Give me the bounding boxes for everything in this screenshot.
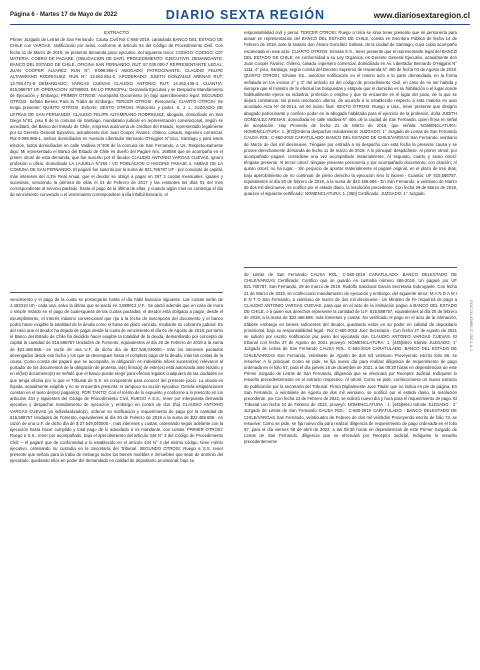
right-top-paragraph: responsabilidad civil y penal. TERCER OTROSI: Ruego a Usía se sirva tener presente que mi personería para actuar en representación del BANCO DEL ESTADO DE CHILE, consta en Escritura Pública de fecha 14 de Febrero de 2019, ante la Notario don Álvaro González Salinas, de la ciudad de Santiago, cuya copia acompaño escaneada en este acto. CUARTO OTROSI: Sírvase S.S., tener presente que el representante legal del BANCO DEL ESTADO DE CHILE, en conformidad a su Ley Orgánica, es Gerente General Ejecutivo, actualmente don Juan Cooper Álvarez, chileno, casado, ingeniero comercial, domiciliado en Av. Libertador Bernardo O'Higgins N° 1111, 4° piso, Santiago, según consta del Decreto Supremo de Hacienda N° 460 de fecha 03 de Agosto de 2018. QUINTO OTROSI: Sírvase SS., autorizar notificación en el mismo acto a la parte demandada, en la forma señalada en los incisos 2° y 3° del artículo 44 del código de procedimiento Civil, en caso de no ser habida y siempre que el ministro de fe efectué las búsquedas y estipule que el domicilio es su habitación o el lugar donde habitualmente ejerce su industria, profesión o empleo y que se encuentre en el lugar del juicio, de lo que se dejara constancia, sin previa resolución ulterior, de acuerdo a lo establecido respecto a esta materia en auto acordado Acta Nº 44-2014, art 60 inciso final. SEXTO OTROSI: Ruego a Usa., tener presente que designo abogado patrocinante y confiero poder en la abogada habilitada para el ejercicio de la profesión, doña JUDITH GONZALEZ ARENAS, domiciliada en calle Valdivia N° 406, de la ciudad de San Fernando, quien firma en señal de aceptación. Hay Proveído de fecha 21 de Marzo de 2019, que señala: NOMENCLATURA: NOMENCLATURA: 1. [872]Ordena despachar mandamiento JUZGADO: 1° Juzgado de Letras de San Fernando CAUSA ROL: C-560-2019 CARATULADO: BANCO DEL ESTADO DE CHILE/VARGAS San Fernando, veintiuno de Marzo de dos mil diecinueve. Téngase por entrada a mi despacho con esta fecha la presente causa y se provee derechamente demanda de fecha 11 de marzo de 2019: A lo principal: despáchese. Al primer otrosí: por acompañado pagaré, custódiese una vez acompañado materialmente; Al segundo, cuarto y sexto otrosí: téngase presente; Al tercer otrosí: téngase presente personería y por acompañado documento, con citación; Al quinto otrosí: no ha lugar. - Sin perjuicio de aportar materialmente el pagaré original, en el plazo de tres días, bajo apercibimiento de no continuar de pleno derecho la ejecución sino lo hiciere.- Cuantía: UF 815,588757, equivalentes al día 20 de febrero de 2019, a la suma de $22.468.686.- En San Fernando, a veintiuno de Marzo de dos mil diecinueve, se notificó por el estado diario, la resolución precedente. Con fecha 29 de Marzo de 2019, quarece el siguiente certificado: NOMENCLATURA: 1. [360] Certificado. JUZGADO: 1° Juzgado — [244, 30, 457, 197]
side-vertical-code — [468, 300, 476, 640]
left-bottom-paragraph: vencimiento y el pago de la cuota se postergarán hasta el día hábil bancario siguiente. Las cuotas serán de 4,463310 UF.- cada una, salvo la última que se pactó en 3,988912 U.F.- Se pactó además que en caso de mora o simple retardo en el pago de cualesquiera de las cuotas pactadas, el deudor está obligado a pagar, desde el incumplimiento, el interés máximo convencional que rija a la fecha de suscripción del documento y el banco podrá hacer exigible la totalidad de la deuda como si fuese de plazo vencido, mediante su cobranza judicial. Es del caso que el deudor ha dejado de pagar desde la cuota de vencimiento el día 01 de Agosto de 2018, por tanto el Banco del Estado de Chile ha decidido hacer exigible la totalidad de la deuda, demandando por concepto de capital la cantidad de 815,588757 Unidades de Fomento, equivalentes al día 20 de Febrero de 2019 a la suma de $22.468.686.- en razón de una U.F. de dicho día de $27.549,040000.- más los intereses pactados devengados desde esa fecha y los que se devenguen hasta el completo pago de la deuda, más las costas de la causa. Como consta del pagaré que se acompaña, la obligación es indivisible a/loss sucesor(es) relevaron al portador de los documentos de la obligación de protesto, la(s) firma(s) de este(os) está autorizada ante Notario y en el(los) documento(s) se señaló que el banco puede elegir para efectos legales cualquiera de las ciudades en que tenga oficina por lo que el Tribunal de S.S. es competente para conocer del presente juicio. La deuda es líquida, actualmente exigible y no se encuentra prescrita, ni tampoco su acción ejecutiva. Demás estipulaciones constan en el texto del(os) pagaré(s). POR TANTO; Con el mérito de lo expuesto y conforme a lo prescrito en los artículos 434 y siguientes del Código de Procedimiento Civil, RUEGO A S.S., tener por interpuesta demanda ejecutiva y despachar mandamiento de ejecución y embargo en contra de don (ña) CLAUDIO ANTONIO VARGAS CUEVAS ya individualizado(s), ordenar su notificación y requerimiento de pago por la cantidad de 815,588757 Unidades de Fomento, equivalentes al día 20 de Febrero de 2019 a la suma de $22.468.686.- en razón de una U.F. de dicho día de $ 27.549,040000.-, más intereses y costas, ordenando seguir adelante con la ejecución hasta hacer cumplido y total pago de lo adeudado a mi mandante, con costas. PRIMER OTROSI: Ruego a S.S., tener por acompañado, bajo el apercibimiento del artículo 346 N° 3 del Código de Procedimiento Civil: – el pagaré que de conformidad a lo establecido en el artículo 434 N° 4 del mismo código, tiene mérito ejecutivo, ordenando su custodia en la Secretaría del Tribunal. SEGUNDO OTROSI: Ruego a S.S. tener presente que señalo para la traba de embargo todos los bienes muebles e inmuebles que sean de dominio del ejecutado, quedando ellos en poder del demandado en calidad de depositario provisional, bajo su — [10, 297, 223, 464]
website-link[interactable]: www.diariosextaregion.cl — [373, 10, 470, 20]
extracto-paragraph: Primer Juzgado de Letras de San Fernando. Causa Civil Rol C-560-2019, caratulada BANCO DEL ESTADO DE CHILE con VARGAS. Notificación por aviso, conforme al artículo 54 del Código de Procedimiento Civil. Con fecha 11 de Marzo de 2019, se presentó demanda juicio ejecutivo, del siguiente tenor: CODIGO: CODIGO: C07 MATERIA: COBRO DE PAGARE. (OBLIGACION DE DAR). PROCEDIMIENTO: EJECUTIVO. DEMANDANTE: BANCO DEL ESTADO DE CHILE, OFICINA SAN FERNANDO. RUT: 97.030.000-7 REPRESENTANTE LEGAL: JUAN COOPER ALVAREZ RUN N°: 9.098.866-1 ABOGADO PATROCINANTE: CLAUDIO FELIPE ALTAMIRANO RODRIGUEZ, RUN N°: 13.062.851-0. APODERADO: JUDITH GONZALEZ ARENAS RUT: 13.780.471-9 DEMANDADO: VARGAS CUEVAS CLAUDIO ANTONIO RUT: 14.262.435-4. CUANTIA: 815,988757 UF. OPERACION: 82786803. EN LO PRINCIPAL: Demanda Ejecutiva y se Despache Mandamiento de Ejecución y Embargo; PRIMER OTROSI: Acompaña Documento (s) bajo apercibimiento legal; SEGUNDO OTROSI: Señala Bienes Para la Traba de Embargo; TERCER OTROSI: Personería; CUARTO OTROSI: Se tenga presente; QUINTO OTROSI: Exhorto; SEXTO OTROSI: Patrocinio y poder. S. J. L. JUZGADO DE LETRAS DE SAN FERNANDO. CLAUDIO FELIPE ALTAMIRANO RODRIGUEZ, abogado, domiciliado en San Diego N°81, piso 8 de la comuna de Santiago, mandatario judicial en representación convencional, según se acreditará, del Banco del Estado de Chile, empresa autónoma de créditos del Estado, representado legalmente por su Gerente General Ejecutivo, actualmente don Juan Cooper Álvarez, chileno, casado, ingeniero comercial, Rut 9.098.866-1, ambos domiciliados en Avenida Libertador Bernardo O'Higgins N°1111, Santiago y para estos efectos, todos domiciliados en calle Valdivia N°406 de la comuna de San Fernando, a Us. Respetuosamente digo: Mi representado el Banco del Estado de Chile es dueño del Pagaré Nro. 168566 que se acompaña en el primer otrosí de esta demanda, que fue suscrito por el deudor CLAUDIO ANTONIO VARGAS CUEVAS, ignoro profesión u oficio, domiciliado LA LAJUELA N°250 / VG POBLACION O HIGGINS PASAJE 4, AMBAS DE LA COMUNA DE SAN FERNANDO. El pagaré fue suscrito por la suma de 821,765787 UF - por concepto de capital, más intereses del 4,3% Real Anual, que el deudor se obligó a pagar en 297 2 cuotas mensuales, iguales y sucesivas, venciendo la primera de ellas el 01 de Febrero de 2017 y las restantes los días 01 del mes correspondiente al servicio pactado, hasta el pago de la última de ellas, y cuando algún mes no contenga el día de vencimiento convenido o el vencimiento correspondiere a día inhábil bancario, el — [10, 37, 223, 198]
page-date: Página 6 - Martes 17 de Mayo de 2022 — [10, 12, 118, 18]
right-column-top — [244, 30, 457, 198]
masthead-title: DIARIO SEXTA REGIÓN — [165, 8, 326, 22]
right-column-bottom — [244, 272, 457, 447]
left-column-bottom — [10, 297, 223, 465]
extracto-heading: EXTRACTO — [104, 30, 129, 35]
left-column-top — [10, 30, 223, 199]
page-header — [10, 6, 470, 25]
right-bottom-paragraph: de Letras de San Fernando CAUSA ROL: C-560-2019 CARATULADO: BANCO DELESTADO DE CHILE/VARGAS Certificado: Certifico que se guardó en custodia número 466-2019. Un pagaré por UF 821.765787. San Fernando, 29 de marzo de 2019. Rodolfo Sandoval García Secretaria Subrogante. Con fecha 21 de Marzo de 2019, se confeccionó mandamiento de ejecución y embargo, del siguiente tenor: M A N D A M I E N T O San Fernando, a veintiuno de marzo de dos mil diecinueve.- Un Ministro de Fe requerirá de pago a CLAUDIO ANTONIO VARGAS CUEVAS, para que en el acto de la intimación pague a BANCO DEL ESTADO DE CHILE, o a quien sus derechos represente la cantidad de U.F. 815,588757, equivalentes al día 20 de febrero de 2019, a la suma de $22.468.686, más intereses y costas. No verificado el pago en el acto de la intimación, trábese embargo en bienes suficientes del deudor, quedando estos en su poder en calidad de depositario provisional, bajo su responsabilidad legal.- Rol C-560-2019 Juez Secretaria.- Con fecha 27 de Agosto de 2021 se solicitó por escrito notificación por aviso del ejecutado don CLAUDIO ANTONIO VARGAS CUEVAS. El tribunal con fecha 27 de Agosto de 2021 proveyó: NOMENCLATURA: 1. [445]Mero trámite JUZGADO: 1° Juzgado de Letras de San Fernando CAUSA ROL: C-560-2019 CARATULADO: BANCO DEL ESTADO DE CHILE/VARGAS San Fernando, veintisiete de Agosto de dos mil veintiuno Proveyendo escrito folio 66, se resuelve: A lo principal: Como se pide, se fija nuevo día para realizar diligencia de requerimiento de pago ordenada en el folio 67, para el día jueves 16 de diciembre de 2021, a las 09:30 horas en dependencias de este Primer Juzgado de Letras de San Fernando, diligencia que se efectuará por Receptor Judicial. Indíquese lo resuelto precedentemente en el extracto respectivo. Al otrosí: Como se pide, confecciónese un nuevo extracto de publicación por la secretaría del Tribunal. Firma Digitalmente Juez Titular que no indica en pie de página. En San Fernando, a veintisiete de Agosto de dos mil veintiuno, se notificó por el estado diario, la resolución precedente. por Con fecha 22 de Febrero de 2022, se solicitó nuevo día y hora para el requerimiento de pago. El Tribunal con fecha 24 de Febrero de 2022, proveyó: NOMENCLATURA : 1. [445]Mero trámite JUZGADO : 1° Juzgado de Letras de San Fernando CAUSA ROL : C-560-2019 CARATULADO : BANCO DELESTADO DE CHILE/VARGAS San Fernando, veinticuatro de Febrero de dos mil veintidós Proveyendo escrito de folio 73, se resuelve: Como se pide, se fija nuevo día para realizar diligencia de requerimiento de pago ordenada en el folio 67, para el día viernes 08 de abril de 2022, a las 09:30 horas en dependencias de este Primer Juzgado de Letras de San Fernando, diligencia que se efectuará por Receptor Judicial. Indíquese lo resuelto precedentemente — [244, 272, 457, 445]
side-code-text: DOC-00-42689-27-GE-1-4-J — [469, 300, 474, 351]
